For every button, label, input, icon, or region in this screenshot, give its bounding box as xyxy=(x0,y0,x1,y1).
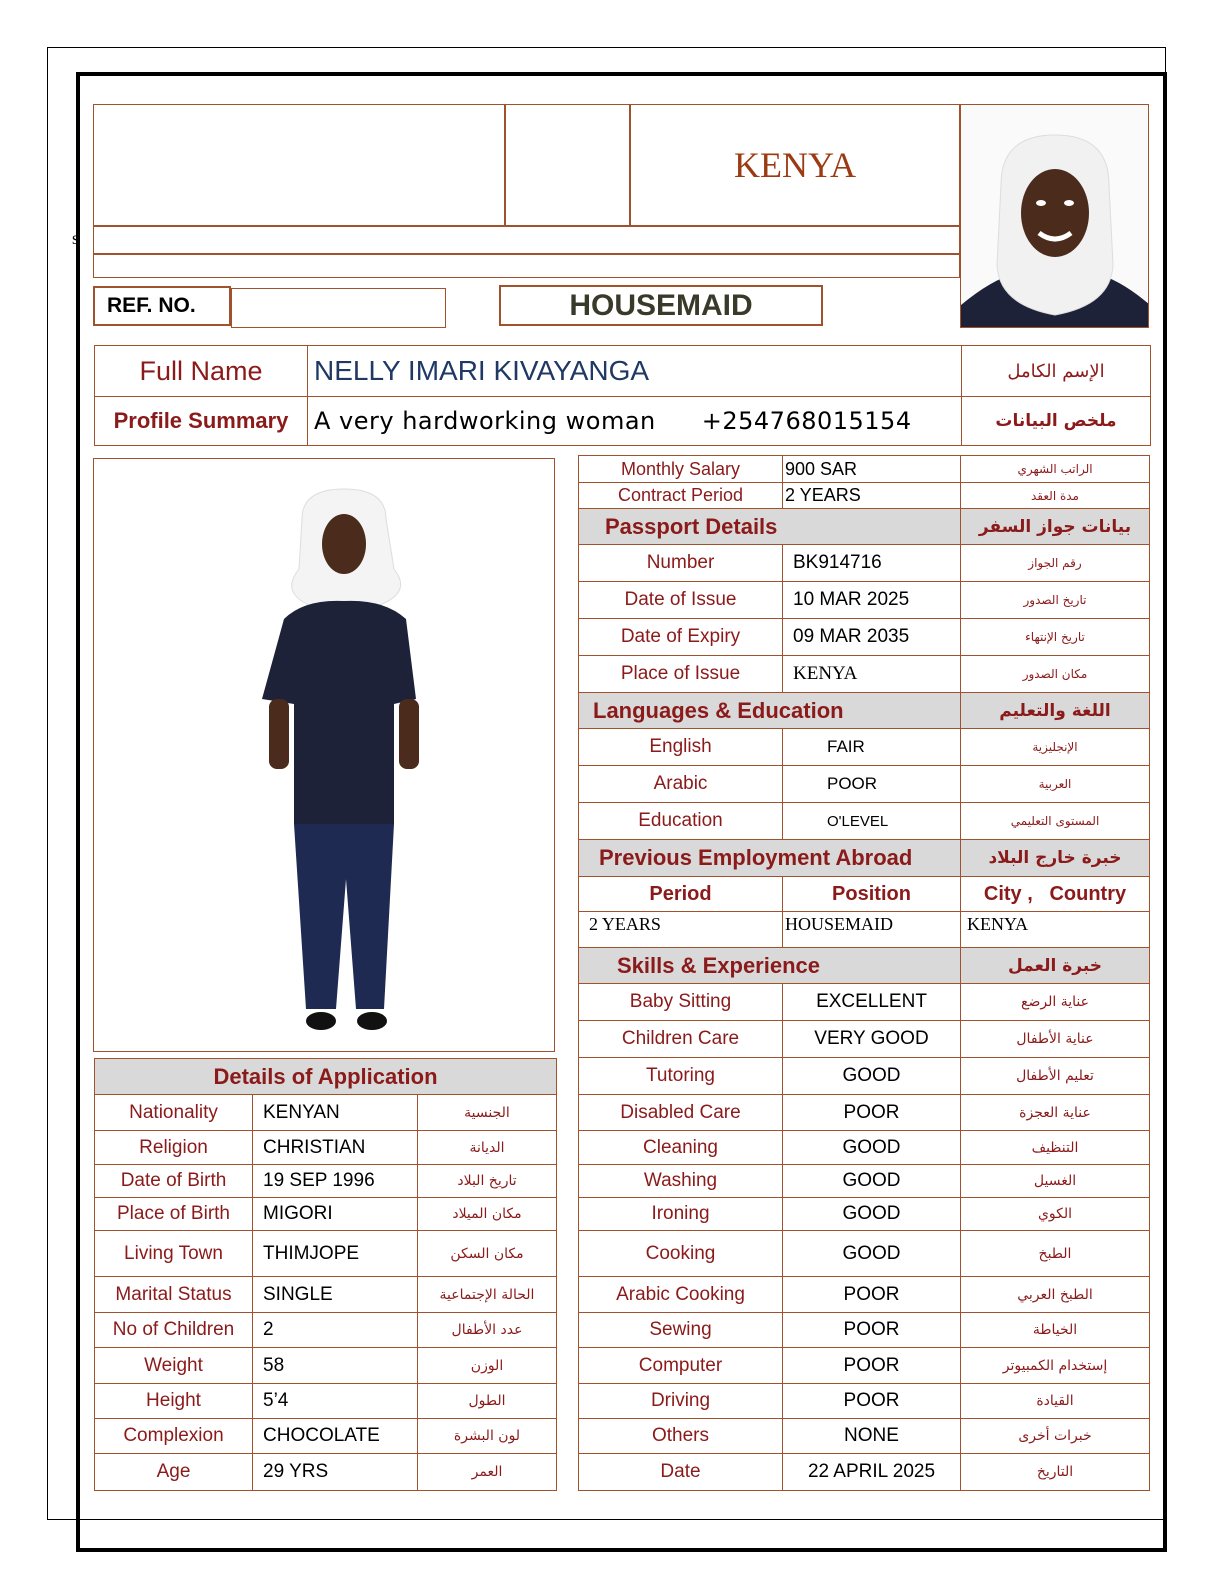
full-name-ar: الإسم الكامل xyxy=(962,346,1151,397)
date-row xyxy=(579,1454,1150,1491)
arabic-value: POOR xyxy=(783,766,961,803)
issue-date-label: Date of Issue xyxy=(579,582,783,619)
application-value: MIGORI xyxy=(253,1198,418,1231)
english-ar: الإنجليزية xyxy=(961,729,1150,766)
application-row xyxy=(95,1198,557,1231)
skill-label: Computer xyxy=(579,1348,783,1384)
skill-rating: POOR xyxy=(783,1384,961,1419)
skill-row xyxy=(579,1384,1150,1419)
employment-title-ar: خبرة خارج البلاد xyxy=(961,840,1150,877)
application-row xyxy=(95,1454,557,1491)
language-row xyxy=(579,766,1150,803)
english-value: FAIR xyxy=(783,729,961,766)
country-title: KENYA xyxy=(734,145,856,185)
employment-place-header: City , Country xyxy=(961,877,1150,912)
skill-row xyxy=(579,1419,1150,1454)
application-value: KENYAN xyxy=(253,1095,418,1131)
application-value: 58 xyxy=(253,1348,418,1384)
skill-ar: إستخدام الكمبيوتر xyxy=(961,1348,1150,1384)
skill-ar: الطبخ العربي xyxy=(961,1277,1150,1313)
application-row xyxy=(95,1384,557,1419)
skill-rating: NONE xyxy=(783,1419,961,1454)
skill-ar: عناية العجزة xyxy=(961,1095,1150,1131)
employment-place: KENYA xyxy=(961,912,1150,950)
passport-number-label: Number xyxy=(579,545,783,582)
skill-row xyxy=(579,1348,1150,1384)
full-name-row xyxy=(95,346,1151,397)
details-right-table xyxy=(578,455,1150,950)
profile-summary-text: A very hardworking woman xyxy=(314,407,656,435)
application-value: 5’4 xyxy=(253,1384,418,1419)
skill-rating: GOOD xyxy=(783,1131,961,1165)
date-ar: التاريخ xyxy=(961,1454,1150,1491)
employment-period-header: Period xyxy=(579,877,783,912)
ref-number-field xyxy=(231,288,446,328)
header-strip-1 xyxy=(93,226,960,254)
skill-rating: EXCELLENT xyxy=(783,984,961,1021)
skill-rating: POOR xyxy=(783,1348,961,1384)
ref-label: REF. NO. xyxy=(107,294,196,317)
employment-title: Previous Employment Abroad xyxy=(579,840,961,877)
skill-row xyxy=(579,1095,1150,1131)
skill-label: Ironing xyxy=(579,1198,783,1231)
employment-section-header xyxy=(579,840,1150,877)
date-value: 22 APRIL 2025 xyxy=(783,1454,961,1491)
place-of-issue-ar: مكان الصدور xyxy=(961,656,1150,693)
application-label: Marital Status xyxy=(95,1277,253,1313)
passport-number-value: BK914716 xyxy=(783,545,961,582)
application-value: CHRISTIAN xyxy=(253,1131,418,1165)
skill-label: Children Care xyxy=(579,1021,783,1058)
skill-label: Tutoring xyxy=(579,1058,783,1095)
skill-rating: GOOD xyxy=(783,1231,961,1277)
skill-label: Cooking xyxy=(579,1231,783,1277)
arabic-label: Arabic xyxy=(579,766,783,803)
skill-rating: POOR xyxy=(783,1313,961,1348)
application-title: Details of Application xyxy=(95,1059,557,1095)
profile-table xyxy=(94,345,1151,446)
profile-summary-cell xyxy=(308,397,962,446)
issue-date-value: 10 MAR 2025 xyxy=(783,582,961,619)
position-box xyxy=(499,285,823,326)
employment-period: 2 YEARS xyxy=(579,912,783,950)
language-row xyxy=(579,729,1150,766)
skill-row xyxy=(579,1231,1150,1277)
contract-period-label: Contract Period xyxy=(579,483,783,509)
languages-title: Languages & Education xyxy=(579,693,961,729)
country-box xyxy=(630,104,960,226)
passport-row xyxy=(579,545,1150,582)
application-ar: الطول xyxy=(418,1384,557,1419)
skill-label: Others xyxy=(579,1419,783,1454)
issue-date-ar: تاريخ الصدور xyxy=(961,582,1150,619)
skill-rating: GOOD xyxy=(783,1165,961,1198)
application-ar: الجنسية xyxy=(418,1095,557,1131)
skill-label: Sewing xyxy=(579,1313,783,1348)
application-ar: مكان السكن xyxy=(418,1231,557,1277)
skill-ar: عناية الأطفال xyxy=(961,1021,1150,1058)
phone-number: +254768015154 xyxy=(701,407,912,435)
application-value: SINGLE xyxy=(253,1277,418,1313)
application-label: Religion xyxy=(95,1131,253,1165)
skills-section-header xyxy=(579,948,1150,984)
application-ar: العمر xyxy=(418,1454,557,1491)
education-ar: المستوى التعليمي xyxy=(961,803,1150,840)
application-label: Nationality xyxy=(95,1095,253,1131)
application-value: 2 xyxy=(253,1313,418,1348)
application-ar: لون البشرة xyxy=(418,1419,557,1454)
application-ar: مكان الميلاد xyxy=(418,1198,557,1231)
skill-row xyxy=(579,1198,1150,1231)
full-body-illustration xyxy=(94,459,555,1052)
skill-label: Baby Sitting xyxy=(579,984,783,1021)
full-name-value: NELLY IMARI KIVAYANGA xyxy=(308,346,962,397)
portrait-photo xyxy=(960,104,1149,328)
skill-row xyxy=(579,1165,1150,1198)
application-label: Height xyxy=(95,1384,253,1419)
skill-rating: POOR xyxy=(783,1277,961,1313)
profile-summary-label: Profile Summary xyxy=(95,397,308,446)
ref-label-box xyxy=(93,286,231,326)
application-ar: تاريخ البلاد xyxy=(418,1165,557,1198)
skill-row xyxy=(579,984,1150,1021)
date-label: Date xyxy=(579,1454,783,1491)
expiry-date-value: 09 MAR 2035 xyxy=(783,619,961,656)
application-section-header xyxy=(95,1059,557,1095)
employment-position: HOUSEMAID xyxy=(783,912,961,950)
languages-title-ar: اللغة والتعليم xyxy=(961,693,1150,729)
application-label: Living Town xyxy=(95,1231,253,1277)
salary-value: 900 SAR xyxy=(783,456,961,483)
employment-header-row xyxy=(579,877,1150,912)
application-row xyxy=(95,1231,557,1277)
application-ar: الحالة الإجتماعية xyxy=(418,1277,557,1313)
application-value: THIMJOPE xyxy=(253,1231,418,1277)
contract-period-ar: مدة العقد xyxy=(961,483,1150,509)
application-row xyxy=(95,1313,557,1348)
passport-row xyxy=(579,619,1150,656)
application-value: CHOCOLATE xyxy=(253,1419,418,1454)
skill-label: Cleaning xyxy=(579,1131,783,1165)
skill-rating: GOOD xyxy=(783,1058,961,1095)
skill-ar: القيادة xyxy=(961,1384,1150,1419)
contract-period-value: 2 YEARS xyxy=(783,483,961,509)
skill-label: Driving xyxy=(579,1384,783,1419)
employment-row xyxy=(579,912,1150,950)
skill-row xyxy=(579,1131,1150,1165)
header-strip-2 xyxy=(93,254,960,278)
place-of-issue-label: Place of Issue xyxy=(579,656,783,693)
education-value: O'LEVEL xyxy=(783,803,961,840)
skill-ar: الطبخ xyxy=(961,1231,1150,1277)
passport-section-header xyxy=(579,509,1150,545)
skill-label: Disabled Care xyxy=(579,1095,783,1131)
skill-ar: التنظيف xyxy=(961,1131,1150,1165)
application-row xyxy=(95,1131,557,1165)
application-row xyxy=(95,1095,557,1131)
arabic-ar: العربية xyxy=(961,766,1150,803)
skill-label: Arabic Cooking xyxy=(579,1277,783,1313)
application-label: Weight xyxy=(95,1348,253,1384)
english-label: English xyxy=(579,729,783,766)
skill-row xyxy=(579,1058,1150,1095)
skill-ar: الكوي xyxy=(961,1198,1150,1231)
education-label: Education xyxy=(579,803,783,840)
application-label: Place of Birth xyxy=(95,1198,253,1231)
salary-label: Monthly Salary xyxy=(579,456,783,483)
skill-ar: الغسيل xyxy=(961,1165,1150,1198)
passport-number-ar: رقم الجواز xyxy=(961,545,1150,582)
application-ar: الوزن xyxy=(418,1348,557,1384)
skills-title-ar: خبرة العمل xyxy=(961,948,1150,984)
place-of-issue-value: KENYA xyxy=(783,656,961,693)
application-row xyxy=(95,1165,557,1198)
profile-summary-ar: ملخص البيانات xyxy=(962,397,1151,446)
languages-section-header xyxy=(579,693,1150,729)
application-ar: عدد الأطفال xyxy=(418,1313,557,1348)
skill-ar: عناية الرضع xyxy=(961,984,1150,1021)
application-row xyxy=(95,1277,557,1313)
skills-table xyxy=(578,947,1150,1491)
profile-summary-row xyxy=(95,397,1151,446)
language-row xyxy=(579,803,1150,840)
application-row xyxy=(95,1348,557,1384)
expiry-date-label: Date of Expiry xyxy=(579,619,783,656)
skill-rating: VERY GOOD xyxy=(783,1021,961,1058)
skills-title: Skills & Experience xyxy=(579,948,961,984)
application-table xyxy=(94,1058,557,1491)
header-spacer-box xyxy=(505,104,630,226)
skill-label: Washing xyxy=(579,1165,783,1198)
skill-ar: خبرات أخرى xyxy=(961,1419,1150,1454)
full-name-label: Full Name xyxy=(95,346,308,397)
application-label: Complexion xyxy=(95,1419,253,1454)
expiry-date-ar: تاريخ الإنتهاء xyxy=(961,619,1150,656)
application-value: 29 YRS xyxy=(253,1454,418,1491)
logo-box xyxy=(93,104,505,226)
skill-ar: الخياطة xyxy=(961,1313,1150,1348)
contract-row xyxy=(579,456,1150,483)
skill-row xyxy=(579,1277,1150,1313)
application-row xyxy=(95,1419,557,1454)
contract-row xyxy=(579,483,1150,509)
portrait-illustration xyxy=(961,105,1149,328)
skill-row xyxy=(579,1021,1150,1058)
application-ar: الديانة xyxy=(418,1131,557,1165)
application-label: Date of Birth xyxy=(95,1165,253,1198)
skill-row xyxy=(579,1313,1150,1348)
salary-ar: الراتب الشهري xyxy=(961,456,1150,483)
application-label: No of Children xyxy=(95,1313,253,1348)
passport-row xyxy=(579,582,1150,619)
employment-position-header: Position xyxy=(783,877,961,912)
full-body-photo xyxy=(93,458,555,1052)
skill-rating: GOOD xyxy=(783,1198,961,1231)
passport-title: Passport Details xyxy=(579,509,961,545)
application-value: 19 SEP 1996 xyxy=(253,1165,418,1198)
application-label: Age xyxy=(95,1454,253,1491)
position-title: HOUSEMAID xyxy=(569,288,753,322)
passport-row xyxy=(579,656,1150,693)
skill-rating: POOR xyxy=(783,1095,961,1131)
skill-ar: تعليم الأطفال xyxy=(961,1058,1150,1095)
passport-title-ar: بيانات جواز السفر xyxy=(961,509,1150,545)
margin-mark: s xyxy=(72,228,80,248)
